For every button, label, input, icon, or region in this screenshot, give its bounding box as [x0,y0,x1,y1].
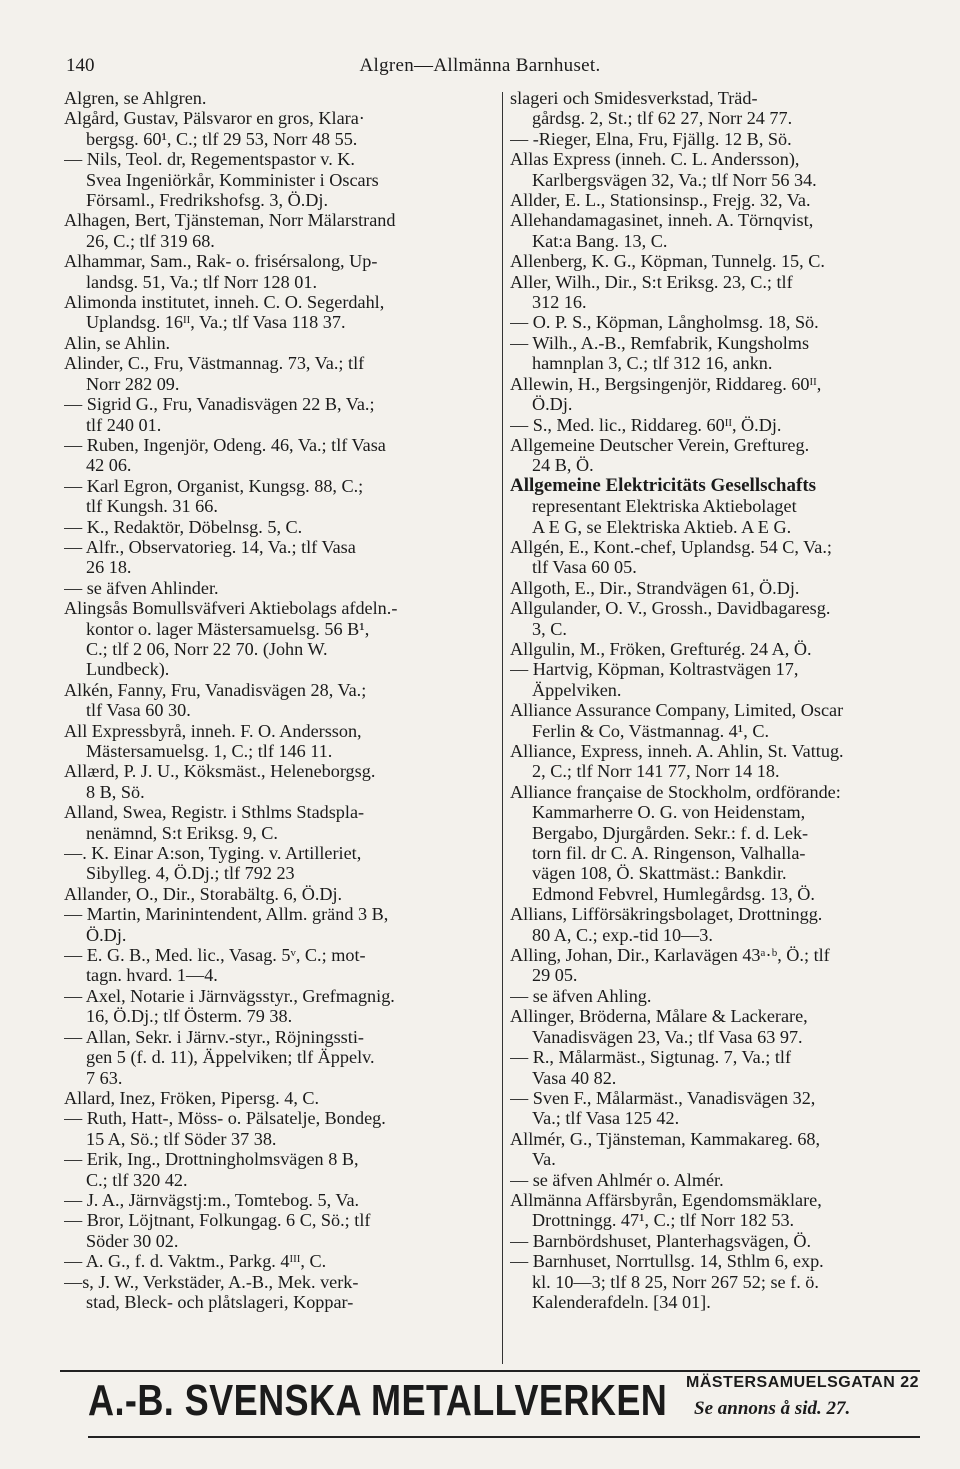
directory-entry [510,1190,940,1231]
directory-entry [510,210,940,251]
advertisement-note: Se annons å sid. 27. [694,1398,851,1419]
entry-continuation: Vasa 40 82. [532,1067,617,1088]
entry-continuation: Äppelviken. [532,679,622,700]
entry-line: All Expressbyrå, inneh. F. O. Andersson, [64,720,362,741]
entry-line: Allder, E. L., Stationsinsp., Frejg. 32, Va. [510,190,811,211]
entry-line: — J. A., Järnvägstj:m., Tomtebog. 5, Va. [64,1189,360,1210]
directory-entry [510,537,940,578]
entry-line: — Sigrid G., Fru, Vanadisvägen 22 B, Va.; [64,394,375,415]
entry-continuation: 24 B, Ö. [532,455,594,476]
directory-entry [64,476,498,517]
entry-line: Allinger, Bröderna, Målare & Lackerare, [510,1006,808,1027]
entry-continuation: Mästersamuelsg. 1, C.; tlf 146 11. [86,741,333,761]
entry-line: — E. G. B., Med. lic., Vasag. 5ᵛ, C.; mot- [64,945,366,966]
entry-continuation: 16, Ö.Dj.; tlf Österm. 79 38. [86,1006,293,1027]
directory-entry [64,210,498,251]
entry-line: Allærd, P. J. U., Köksmäst., Heleneborgsg. [64,761,376,782]
directory-entry [64,149,498,210]
entry-line: Allians, Lifförsäkringsbolaget, Drottningg. [510,904,823,925]
entry-continuation: Svea Ingeniörkår, Komminister i Oscars [86,169,379,190]
entry-continuation: tlf 240 01. [86,414,162,435]
entry-continuation: 2, C.; tlf Norr 141 77, Norr 14 18. [532,761,780,782]
entry-line: Allgoth, E., Dir., Strandvägen 61, Ö.Dj. [510,577,800,598]
directory-entry [510,741,940,782]
directory-entry [510,1251,940,1312]
entry-continuation: 26 18. [86,557,132,578]
entry-line: — -Rieger, Elna, Fru, Fjällg. 12 B, Sö. [510,128,792,149]
entry-line: — Barnhuset, Norrtullsg. 14, Sthlm 6, exp. [510,1251,824,1272]
entry-continuation: bergsg. 60¹, C.; tlf 29 53, Norr 48 55. [86,128,358,149]
directory-entry [510,904,940,945]
directory-entry [64,578,498,598]
entry-continuation: hamnplan 3, C.; tlf 312 16, ankn. [532,353,773,374]
directory-entry [510,945,940,986]
directory-entry [510,659,940,700]
entry-continuation: C.; tlf 320 42. [86,1169,188,1190]
entry-continuation: torn fil. dr C. A. Ringenson, Valhalla- [532,843,806,864]
directory-entry [510,415,940,435]
entry-continuation: Ö.Dj. [86,924,127,945]
entry-line: Allmér, G., Tjänsteman, Kammakareg. 68, [510,1128,821,1149]
directory-entry [64,537,498,578]
entry-continuation: stad, Bleck- och plåtslageri, Koppar- [86,1291,354,1312]
directory-entry [64,353,498,394]
entry-continuation: Ö.Dj. [532,394,573,415]
entry-continuation: Va.; tlf Vasa 125 42. [532,1108,680,1129]
entry-line: — Sven F., Målarmäst., Vanadisvägen 32, [510,1087,816,1108]
directory-entry [64,108,498,149]
entry-continuation: 26, C.; tlf 319 68. [86,230,215,251]
entry-line: — Wilh., A.-B., Remfabrik, Kungsholms [510,332,810,353]
entry-line: Alliance, Express, inneh. A. Ahlin, St. Vattug. [510,741,844,761]
advertisement-address: MÄSTERSAMUELSGATAN 22 [686,1374,920,1391]
directory-entry [510,639,940,659]
entry-continuation: Sibylleg. 4, Ö.Dj.; tlf 792 23 [86,863,295,884]
directory-entry [510,1047,940,1088]
entry-line: — Nils, Teol. dr, Regementspastor v. K. [64,149,355,170]
entry-line: — Erik, Ing., Drottningholmsvägen 8 B, [64,1149,359,1170]
directory-entry [64,394,498,435]
entry-line: Alland, Swea, Registr. i Sthlms Stadspla- [64,802,365,823]
directory-entry [64,598,498,680]
entry-line: Allas Express (inneh. C. L. Andersson), [510,149,800,170]
entry-line: Alinder, C., Fru, Västmannag. 73, Va.; tlf [64,353,365,374]
directory-entry [64,88,498,108]
directory-entry [510,1231,940,1251]
directory-entry [510,986,940,1006]
entry-continuation: Karlbergsvägen 32, Va.; tlf Norr 56 34. [532,169,817,190]
directory-entry [64,517,498,537]
entry-continuation: Söder 30 02. [86,1230,179,1251]
entry-line: — Martin, Marinintendent, Allm. gränd 3 B, [64,904,389,925]
column-left [64,88,498,1312]
entry-line: Alling, Johan, Dir., Karlavägen 43ᵃ·ᵇ, Ö.; tlf [510,945,830,966]
entry-continuation: 312 16. [532,292,587,313]
directory-entry [510,190,940,210]
entry-continuation: vägen 108, Ö. Skattmäst.: Bankdir. [532,863,787,884]
entry-line: Alimonda institutet, inneh. C. O. Segerdahl, [64,292,385,313]
entry-continuation: 29 05. [532,965,578,986]
entry-continuation: 15 A, Sö.; tlf Söder 37 38. [86,1128,277,1149]
entry-line: — R., Målarmäst., Sigtunag. 7, Va.; tlf [510,1047,792,1068]
entry-line: —. K. Einar A:son, Tyging. v. Artilleriet, [64,843,362,864]
directory-entry [64,680,498,721]
advertisement-company: A.-B. SVENSKA METALLVERKEN [88,1376,668,1425]
entry-continuation: Uplandsg. 16ᴵᴵ, Va.; tlf Vasa 118 37. [86,312,346,333]
directory-entry [64,1088,498,1108]
entry-line: Allgulander, O. V., Grossh., Davidbagaresg. [510,598,831,619]
directory-entry [510,333,940,374]
entry-continuation: gårdsg. 2, St.; tlf 62 27, Norr 24 77. [532,108,793,129]
entry-line: — Ruben, Ingenjör, Odeng. 46, Va.; tlf Vasa [64,434,386,455]
directory-entry [64,251,498,292]
entry-line: Allewin, H., Bergsingenjör, Riddareg. 60ᴵᴵ, [510,373,822,394]
directory-entry [64,1210,498,1251]
entry-line: — se äfven Ahlinder. [64,577,219,598]
directory-entry [64,1251,498,1271]
entry-line: — Alfr., Observatorieg. 14, Va.; tlf Vasa [64,536,356,557]
entry-continuation: 7 63. [86,1067,123,1088]
entry-continuation: 80 A, C.; exp.-tid 10—3. [532,924,713,945]
directory-entry [64,333,498,353]
directory-entry [64,904,498,945]
entry-line: — Allan, Sekr. i Järnv.-styr., Röjningssti- [64,1026,364,1047]
directory-entry [64,1272,498,1313]
directory-entry [64,986,498,1027]
entry-line: Allenberg, K. G., Köpman, Tunnelg. 15, C. [510,251,825,272]
entry-line: — S., Med. lic., Riddareg. 60ᴵᴵ, Ö.Dj. [510,414,782,435]
column-divider [502,92,503,1364]
entry-line: Alingsås Bomullsväfveri Aktiebolags afdeln.- [64,598,398,619]
entry-continuation: tagn. hvard. 1—4. [86,965,218,986]
entry-continuation: gen 5 (f. d. 11), Äppelviken; tlf Äppelv. [86,1047,375,1068]
entry-line: — Karl Egron, Organist, Kungsg. 88, C.; [64,475,364,496]
entry-line: Algren, se Ahlgren. [64,88,207,108]
entry-line: Alin, se Ahlin. [64,332,171,353]
directory-entry [510,149,940,190]
entry-continuation: tlf Vasa 60 05. [532,557,637,578]
entry-line: slageri och Smidesverkstad, Träd- [510,88,758,108]
directory-entry [64,435,498,476]
entry-continuation: Kalenderafdeln. [34 01]. [532,1291,711,1312]
running-head: Algren—Allmänna Barnhuset. [359,55,601,76]
entry-continuation: 3, C. [532,618,567,639]
entry-continuation: kontor o. lager Mästersamuelsg. 56 B¹, [86,618,370,639]
directory-entry [510,374,940,415]
entry-continuation: nenämnd, S:t Eriksg. 9, C. [86,822,278,843]
directory-entry [64,945,498,986]
advertisement [88,1372,928,1432]
directory-entry [64,802,498,843]
entry-line: — Hartvig, Köpman, Koltrastvägen 17, [510,659,799,680]
directory-entry [510,129,940,149]
entry-continuation: tlf Vasa 60 30. [86,700,191,721]
directory-entry [510,1170,940,1190]
directory-entry [510,88,940,129]
entry-continuation: C.; tlf 2 06, Norr 22 70. (John W. [86,638,328,659]
entry-line: — O. P. S., Köpman, Långholmsg. 18, Sö. [510,312,819,333]
directory-entry [64,761,498,802]
entry-line: — A. G., f. d. Vaktm., Parkg. 4ᴵᴵᴵ, C. [64,1251,327,1272]
advertisement-rule-bottom [88,1436,920,1438]
entry-continuation: Församl., Fredrikshofsg. 3, Ö.Dj. [86,190,328,211]
entry-line: Alkén, Fanny, Fru, Vanadisvägen 28, Va.; [64,679,367,700]
directory-entry [64,1149,498,1190]
entry-continuation: Drottningg. 47¹, C.; tlf Norr 182 53. [532,1210,795,1231]
entry-line: — Ruth, Hatt-, Möss- o. Pälsatelje, Bondeg. [64,1108,386,1129]
entry-continuation: 8 B, Sö. [86,781,145,802]
entry-continuation: Edmond Febvrel, Humlegårdsg. 13, Ö. [532,883,815,904]
directory-entry [510,476,940,537]
entry-line: Allgemeine Deutscher Verein, Greftureg. [510,434,810,455]
entry-continuation: Vanadisvägen 23, Va.; tlf Vasa 63 97. [532,1026,803,1047]
entry-line: Alhammar, Sam., Rak- o. frisérsalong, Up- [64,251,378,272]
directory-entry [510,1088,940,1129]
directory-entry [510,435,940,476]
directory-entry [510,251,940,271]
directory-entry [510,782,940,904]
entry-continuation: representant Elektriska Aktiebolaget [532,496,797,517]
directory-entry [64,1108,498,1149]
entry-continuation: kl. 10—3; tlf 8 25, Norr 267 52; se f. ö. [532,1271,819,1292]
directory-entry [510,1129,940,1170]
entry-line: Allgulin, M., Fröken, Grefturég. 24 A, Ö. [510,638,812,659]
entry-continuation: 42 06. [86,455,132,476]
entry-continuation: Va. [532,1149,556,1170]
entry-line: — Axel, Notarie i Järnvägsstyr., Grefmagnig. [64,985,395,1006]
entry-line: Allgemeine Elektricitäts Gesellschafts [510,475,817,496]
entry-line: — Bror, Löjtnant, Folkungag. 6 C, Sö.; tlf [64,1210,371,1231]
entry-line: Allard, Inez, Fröken, Pipersg. 4, C. [64,1087,320,1108]
directory-entry [510,700,940,741]
entry-continuation: tlf Kungsh. 31 66. [86,496,218,517]
entry-continuation: Kammarherre O. G. von Heidenstam, [532,802,806,823]
entry-continuation: Kat:a Bang. 13, C. [532,230,668,251]
directory-entry [510,312,940,332]
entry-line: — Barnbördshuset, Planterhagsvägen, Ö. [510,1230,812,1251]
entry-line: Alhagen, Bert, Tjänsteman, Norr Mälarstrand [64,210,396,231]
directory-entry [64,1190,498,1210]
page-number: 140 [66,55,95,76]
directory-entry [510,272,940,313]
entry-line: Allgén, E., Kont.-chef, Uplandsg. 54 C, Va.; [510,536,832,557]
entry-line: Aller, Wilh., Dir., S:t Eriksg. 23, C.; tlf [510,271,793,292]
directory-entry [510,578,940,598]
entry-continuation: Lundbeck). [86,659,170,680]
directory-entry [64,1027,498,1088]
entry-line: —s, J. W., Verkstäder, A.-B., Mek. verk- [64,1271,359,1292]
directory-entry [510,598,940,639]
entry-line: Algård, Gustav, Pälsvaror en gros, Klara· [64,108,365,129]
entry-line: — K., Redaktör, Döbelnsg. 5, C. [64,516,303,537]
entry-line: Alliance Assurance Company, Limited, Oscar [510,700,844,721]
entry-line: — se äfven Ahlmér o. Almér. [510,1169,724,1190]
entry-line: — se äfven Ahling. [510,985,652,1006]
directory-entry [64,843,498,884]
entry-continuation: landsg. 51, Va.; tlf Norr 128 01. [86,271,318,292]
entry-continuation: Bergabo, Djurgården. Sekr.: f. d. Lek- [532,822,809,843]
directory-entry [64,884,498,904]
entry-continuation: A E G, se Elektriska Aktieb. A E G. [532,516,792,537]
entry-line: Alliance française de Stockholm, ordförande: [510,781,841,802]
entry-continuation: Norr 282 09. [86,373,180,394]
entry-continuation: Ferlin & Co, Västmannag. 4¹, C. [532,720,769,741]
entry-line: Allander, O., Dir., Storabältg. 6, Ö.Dj. [64,883,343,904]
column-right [510,88,940,1312]
entry-line: Allmänna Affärsbyrån, Egendomsmäklare, [510,1189,822,1210]
entry-line: Allehandamagasinet, inneh. A. Törnqvist, [510,210,814,231]
directory-entry [64,292,498,333]
directory-entry [510,1006,940,1047]
directory-entry [64,721,498,762]
